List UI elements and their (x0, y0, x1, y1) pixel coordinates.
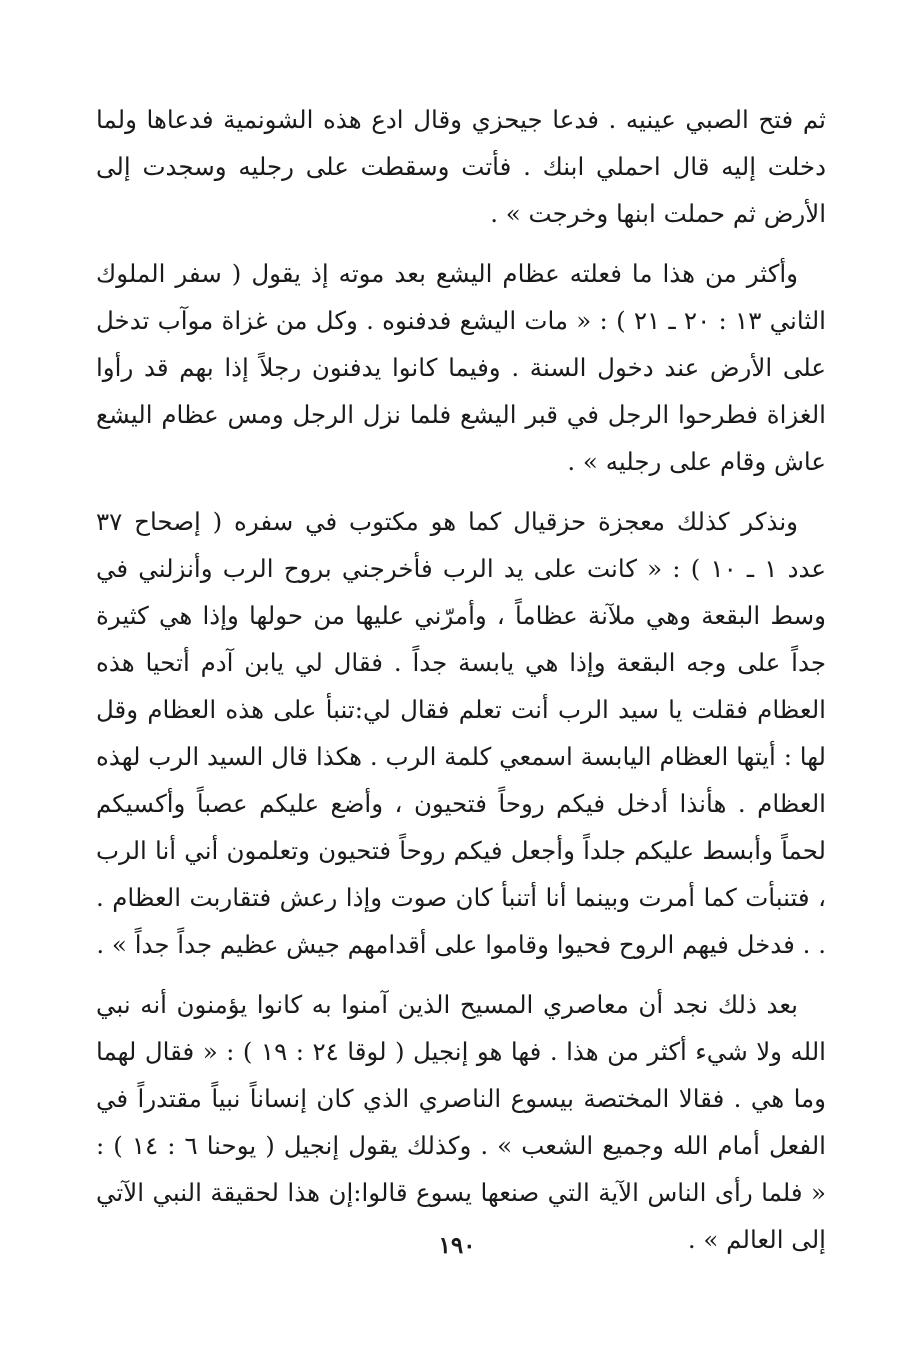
paragraph-4: بعد ذلك نجد أن معاصري المسيح الذين آمنوا به كانوا يؤمنون أنه نبي الله ولا شيء أكثر من هذا . فها هو إنجيل ( لوقا ٢٤ : ١٩ ) : « فقال لهما وما هي . فقالا المختصة بيسوع الناصري الذي كان إنساناً نبياً مقتدراً في الفعل أمام الله وجميع الشعب » . وكذلك يقول إنجيل ( يوحنا ٦ : ١٤ ) : « فلما رأى الناس الآية التي صنعها يسوع قالوا:إن هذا لحقيقة النبي الآتي إلى العالم » . (96, 990, 826, 1254)
paragraph-3: ونذكر كذلك معجزة حزقيال كما هو مكتوب في سفره ( إصحاح ٣٧ عدد ١ ـ ١٠ ) : « كانت على يد الرب فأخرجني بروح الرب وأنزلني في وسط البقعة وهي ملآنة عظاماً ، وأمرّني عليها من حولها وإذا هي كثيرة جداً على وجه البقعة وإذا هي يابسة جداً . فقال لي يابن آدم أتحيا هذه العظام فقلت يا سيد الرب أنت تعلم فقال لي:تنبأ على هذه العظام وقل لها : أيتها العظام اليابسة اسمعي كلمة الرب . هكذا قال السيد الرب لهذه العظام . هأنذا أدخل فيكم روحاً فتحيون ، وأضع عليكم عصباً وأكسيكم لحماً وأبسط عليكم جلداً وأجعل فيكم روحاً فتحيون وتعلمون أني أنا الرب ، فتنبأت كما أمرت وبينما أنا أتنبأ كان صوت وإذا رعش فتقاربت العظام . . . فدخل فيهم الروح فحيوا وقاموا على أقدامهم جيش عظيم جداً جداً » . (96, 507, 826, 959)
paragraph-1: ثم فتح الصبي عينيه . فدعا جيحزي وقال ادع هذه الشونمية فدعاها ولما دخلت إليه قال احملي ابنك . فأتت وسقطت على رجليه وسجدت إلى الأرض ثم حملت ابنها وخرجت » . (96, 105, 826, 228)
page-number: ١٩٠ (438, 1232, 476, 1259)
paragraph-2: وأكثر من هذا ما فعلته عظام اليشع بعد موته إذ يقول ( سفر الملوك الثاني ١٣ : ٢٠ ـ ٢١ ) : « مات اليشع فدفنوه . وكل من غزاة موآب تدخل على الأرض عند دخول السنة . وفيما كانوا يدفنون رجلاً إذا بهم قد رأوا الغزاة فطرحوا الرجل في قبر اليشع فلما نزل الرجل ومس عظام اليشع عاش وقام على رجليه » . (96, 259, 826, 476)
body-text (96, 96, 826, 1276)
